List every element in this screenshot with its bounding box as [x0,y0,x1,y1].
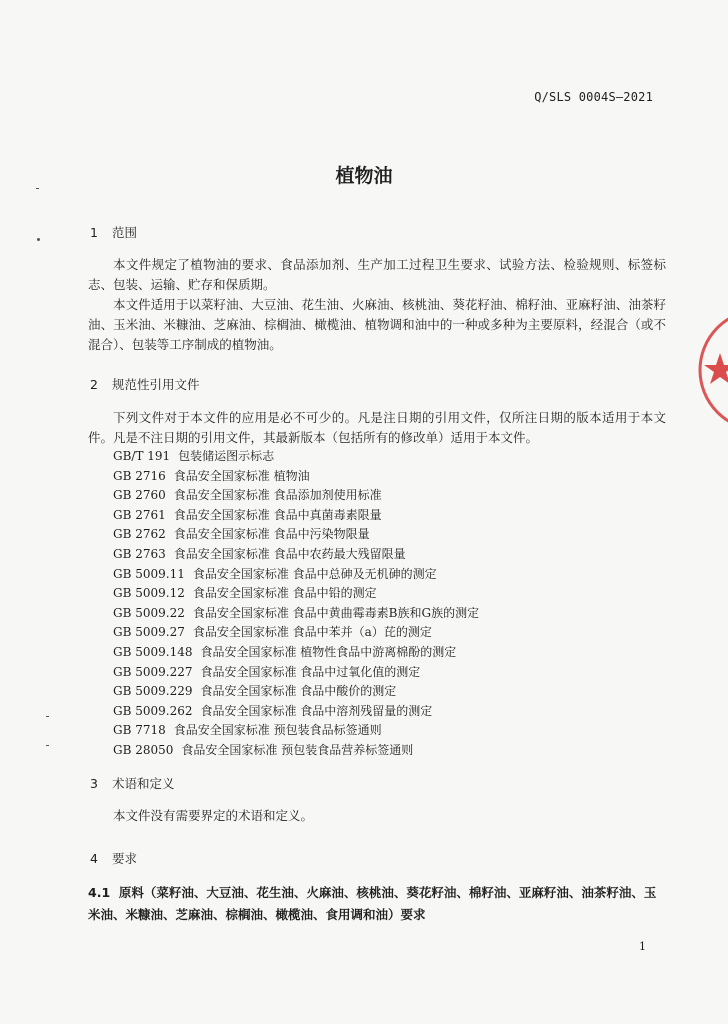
section-number: 4 [90,851,98,866]
reference-item [113,721,479,741]
reference-item [113,467,479,487]
reference-item [113,545,479,565]
document-code: Q/SLS 0004S—2021 [534,90,653,104]
reference-item [113,643,479,663]
reference-item [113,584,479,604]
scan-mark [46,716,49,717]
reference-name: 食品安全国家标准 食品中真菌毒素限量 [173,507,382,522]
section-title: 规范性引用文件 [111,377,200,392]
reference-name: 食品安全国家标准 食品中总砷及无机砷的测定 [192,566,437,581]
section-number: 1 [90,225,98,240]
scan-mark [46,745,49,746]
paragraph: 本文件没有需要界定的术语和定义。 [113,808,314,823]
reference-name: 食品安全国家标准 食品中污染物限量 [173,527,370,542]
section-1-heading [90,223,137,241]
reference-code: GB 2762 [113,527,166,542]
paragraph: 本文件适用于以菜籽油、大豆油、花生油、火麻油、核桃油、葵花籽油、棉籽油、亚麻籽油、油茶籽油、玉米油、米糠油、芝麻油、棕榈油、橄榄油、植物调和油中的一种或多种为主要原料，经混合（或不混合）、包装等工序制成的植物油。 [88,297,666,352]
reference-name: 食品安全国家标准 食品中黄曲霉毒素B族和G族的测定 [192,605,480,620]
section-3-heading [90,774,175,792]
reference-code: GB 5009.227 [113,664,193,679]
subsection-4-1-heading [88,882,668,926]
reference-name: 包装储运图示标志 [178,449,275,463]
section-4-heading [90,849,137,867]
reference-item [113,741,479,761]
reference-code: GB 5009.12 [113,586,185,601]
reference-code: GB 28050 [113,742,174,757]
reference-name: 食品安全国家标准 食品中农药最大残留限量 [173,546,406,561]
section-title: 范围 [111,225,137,240]
reference-code: GB 5009.22 [113,605,185,620]
section-title: 术语和定义 [111,776,175,791]
reference-item [113,525,479,545]
reference-code: GB 5009.262 [113,703,193,718]
reference-item [113,604,479,624]
reference-code: GB 2763 [113,546,166,561]
paragraph: 本文件规定了植物油的要求、食品添加剂、生产加工过程卫生要求、试验方法、检验规则、标签标志、包装、运输、贮存和保质期。 [88,257,666,292]
scan-mark [36,188,39,189]
reference-item [113,682,479,702]
page-number: 1 [639,940,646,953]
reference-name: 食品安全国家标准 食品中苯并（a）芘的测定 [192,625,432,640]
official-seal-stamp [698,285,728,455]
paragraph: 下列文件对于本文件的应用是必不可少的。凡是注日期的引用文件，仅所注日期的版本适用于本文件。凡是不注日期的引用文件，其最新版本（包括所有的修改单）适用于本文件。 [88,410,666,445]
reference-name: 食品安全国家标准 植物性食品中游离棉酚的测定 [200,644,457,659]
reference-item [113,506,479,526]
reference-list [113,447,479,761]
reference-name: 食品安全国家标准 食品中铅的测定 [192,586,377,601]
reference-code: GB/T 191 [113,449,171,463]
reference-name: 食品安全国家标准 预包装食品营养标签通则 [181,742,414,757]
reference-code: GB 2760 [113,488,166,503]
reference-code: GB 2761 [113,507,166,522]
reference-item [113,702,479,722]
subsection-number: 4.1 [88,885,111,900]
reference-code: GB 7718 [113,723,166,738]
reference-name: 食品安全国家标准 预包装食品标签通则 [173,723,382,738]
reference-code: GB 2716 [113,468,166,483]
reference-code: GB 5009.11 [113,566,185,581]
reference-name: 食品安全国家标准 食品添加剂使用标准 [173,488,382,503]
reference-item [113,447,479,467]
reference-code: GB 5009.27 [113,625,185,640]
reference-item [113,623,479,643]
section-2-heading [90,375,200,393]
reference-name: 食品安全国家标准 食品中酸价的测定 [200,684,397,699]
reference-name: 食品安全国家标准 食品中溶剂残留量的测定 [200,703,433,718]
reference-item [113,565,479,585]
subsection-title: 原料（菜籽油、大豆油、花生油、火麻油、核桃油、葵花籽油、棉籽油、亚麻籽油、油茶籽油、玉米油、米糠油、芝麻油、棕榈油、橄榄油、食用调和油）要求 [88,885,657,922]
reference-item [113,663,479,683]
reference-name: 食品安全国家标准 食品中过氧化值的测定 [200,664,421,679]
reference-code: GB 5009.148 [113,644,193,659]
section-number: 3 [90,776,98,791]
reference-code: GB 5009.229 [113,684,193,699]
document-title: 植物油 [335,165,393,187]
section-number: 2 [90,377,98,392]
scan-mark [37,238,40,241]
section-title: 要求 [111,851,137,866]
reference-item [113,486,479,506]
reference-name: 食品安全国家标准 植物油 [173,468,310,483]
